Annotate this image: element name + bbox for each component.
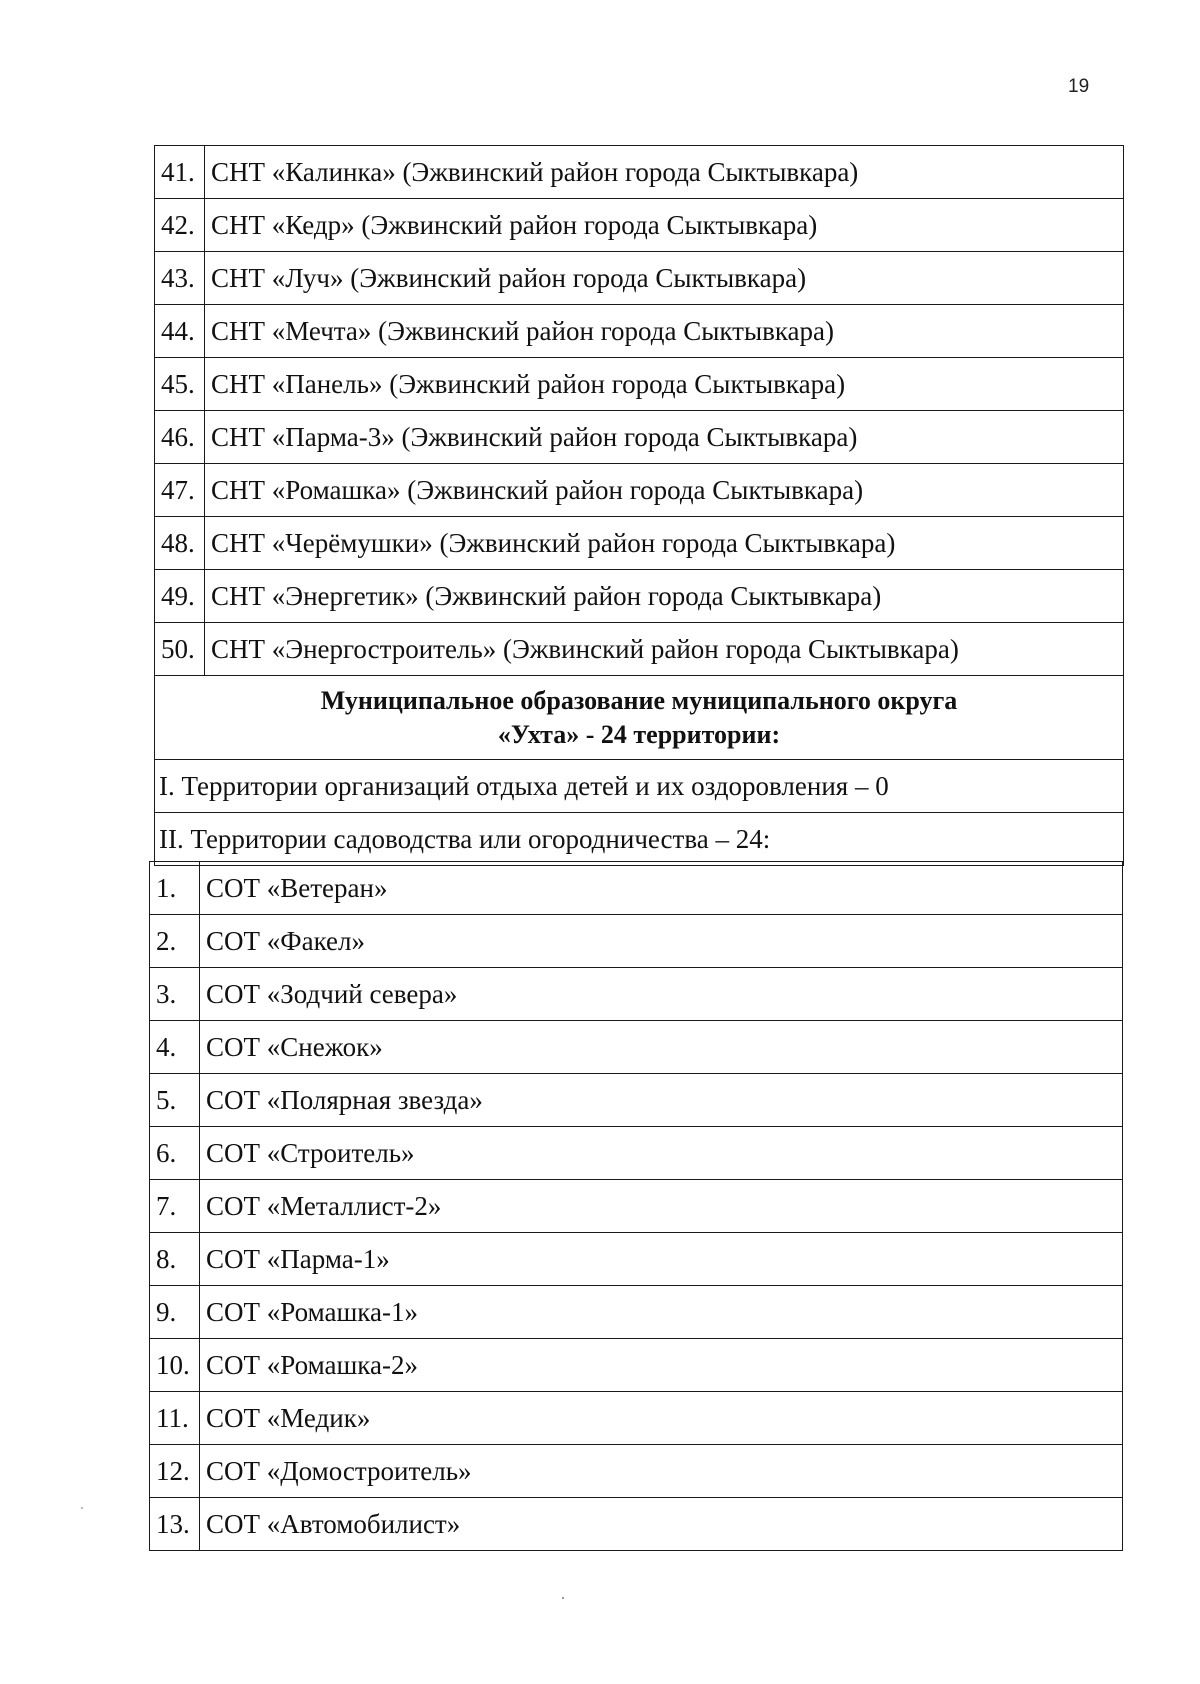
row-text: СОТ «Полярная звезда» — [200, 1074, 1123, 1127]
table-row — [150, 1180, 1123, 1233]
row-text: СОТ «Металлист-2» — [200, 1180, 1123, 1233]
scan-speck — [81, 1507, 83, 1509]
row-number: 11. — [150, 1392, 200, 1445]
table-row — [150, 1286, 1123, 1339]
row-number: 45. — [155, 358, 205, 411]
table-row — [150, 1233, 1123, 1286]
row-text: СОТ «Парма-1» — [200, 1233, 1123, 1286]
row-number: 3. — [150, 968, 200, 1021]
row-number: 44. — [155, 305, 205, 358]
row-text: СОТ «Зодчий севера» — [200, 968, 1123, 1021]
page-number: 19 — [1068, 76, 1090, 97]
table-row — [155, 358, 1124, 411]
section-header-row — [155, 676, 1124, 760]
row-text: СНТ «Энергетик» (Эжвинский район города Сыктывкара) — [205, 570, 1124, 623]
row-number: 50. — [155, 623, 205, 676]
subsection-gardening: II. Территории садоводства или огородничества – 24: — [155, 813, 1124, 866]
table-row — [150, 1127, 1123, 1180]
territories-table-part-2 — [149, 861, 1123, 1551]
row-text: СНТ «Энергостроитель» (Эжвинский район города Сыктывкара) — [205, 623, 1124, 676]
table-row — [150, 862, 1123, 915]
table-row — [150, 915, 1123, 968]
row-number: 47. — [155, 464, 205, 517]
table-row — [155, 411, 1124, 464]
table-row — [155, 252, 1124, 305]
table-row — [155, 517, 1124, 570]
section-header-line-1: Муниципальное образование муниципального округа — [320, 685, 958, 715]
table-row — [150, 968, 1123, 1021]
row-number: 8. — [150, 1233, 200, 1286]
row-text: СОТ «Ромашка-1» — [200, 1286, 1123, 1339]
row-text: СНТ «Парма-3» (Эжвинский район города Сыктывкара) — [205, 411, 1124, 464]
table-row — [155, 146, 1124, 199]
table-row — [155, 305, 1124, 358]
row-text: СОТ «Медик» — [200, 1392, 1123, 1445]
row-number: 41. — [155, 146, 205, 199]
row-number: 2. — [150, 915, 200, 968]
row-number: 48. — [155, 517, 205, 570]
subsection-children-recreation: I. Территории организаций отдыха детей и их оздоровления – 0 — [155, 760, 1124, 813]
table-row — [155, 464, 1124, 517]
table-row — [155, 570, 1124, 623]
row-number: 42. — [155, 199, 205, 252]
row-number: 49. — [155, 570, 205, 623]
territories-table-part-1 — [154, 145, 1124, 866]
subsection-row — [155, 813, 1124, 866]
table-row — [150, 1445, 1123, 1498]
row-text: СОТ «Ромашка-2» — [200, 1339, 1123, 1392]
row-number: 7. — [150, 1180, 200, 1233]
row-number: 12. — [150, 1445, 200, 1498]
row-text: СНТ «Мечта» (Эжвинский район города Сыктывкара) — [205, 305, 1124, 358]
row-text: СОТ «Строитель» — [200, 1127, 1123, 1180]
row-text: СНТ «Калинка» (Эжвинский район города Сыктывкара) — [205, 146, 1124, 199]
row-text: СНТ «Кедр» (Эжвинский район города Сыктывкара) — [205, 199, 1124, 252]
table-row — [150, 1074, 1123, 1127]
scan-speck — [562, 1597, 564, 1599]
row-number: 6. — [150, 1127, 200, 1180]
section-header — [155, 676, 1124, 760]
row-number: 43. — [155, 252, 205, 305]
row-number: 9. — [150, 1286, 200, 1339]
section-header-line-2: «Ухта» - 24 территории: — [497, 719, 781, 749]
table-row — [155, 623, 1124, 676]
subsection-row — [155, 760, 1124, 813]
row-text: СОТ «Автомобилист» — [200, 1498, 1123, 1551]
table-row — [150, 1339, 1123, 1392]
row-number: 46. — [155, 411, 205, 464]
row-number: 4. — [150, 1021, 200, 1074]
row-text: СНТ «Ромашка» (Эжвинский район города Сыктывкара) — [205, 464, 1124, 517]
row-text: СНТ «Панель» (Эжвинский район города Сыктывкара) — [205, 358, 1124, 411]
row-text: СОТ «Ветеран» — [200, 862, 1123, 915]
row-text: СОТ «Домостроитель» — [200, 1445, 1123, 1498]
row-number: 1. — [150, 862, 200, 915]
row-text: СНТ «Луч» (Эжвинский район города Сыктывкара) — [205, 252, 1124, 305]
table-row — [150, 1498, 1123, 1551]
row-number: 5. — [150, 1074, 200, 1127]
table-row — [150, 1392, 1123, 1445]
table-row — [155, 199, 1124, 252]
row-text: СНТ «Черёмушки» (Эжвинский район города Сыктывкара) — [205, 517, 1124, 570]
row-number: 13. — [150, 1498, 200, 1551]
row-number: 10. — [150, 1339, 200, 1392]
row-text: СОТ «Снежок» — [200, 1021, 1123, 1074]
table-row — [150, 1021, 1123, 1074]
row-text: СОТ «Факел» — [200, 915, 1123, 968]
